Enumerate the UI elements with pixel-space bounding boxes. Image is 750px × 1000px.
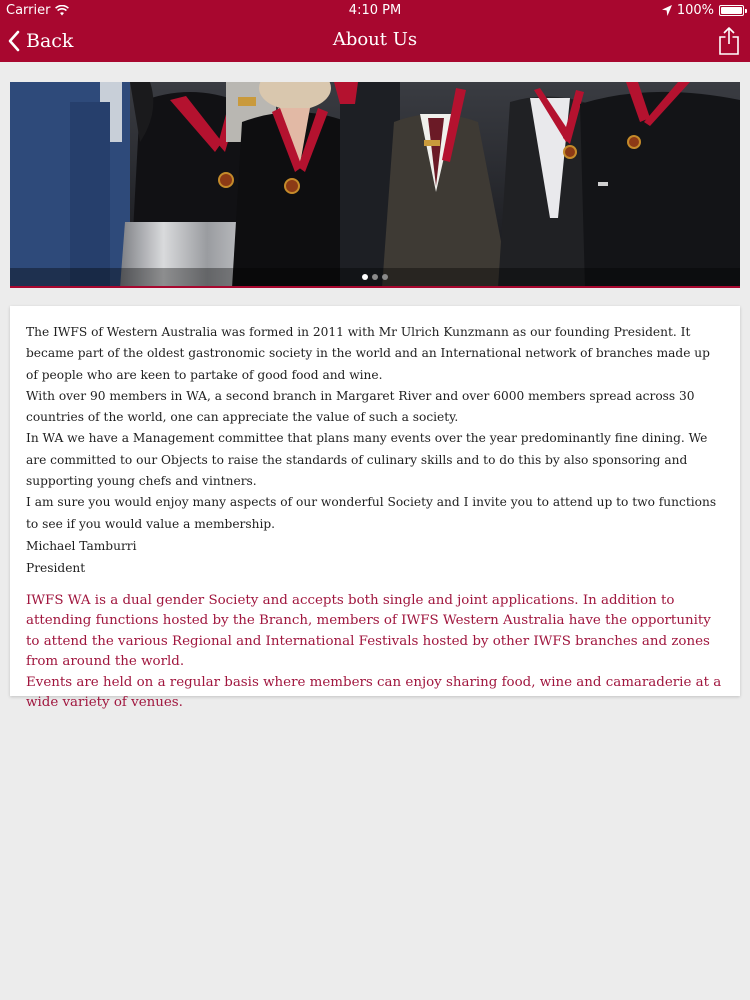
battery-icon — [719, 5, 744, 16]
intro-paragraph-2: With over 90 members in WA, a second branch in Margaret River and over 6000 members spread across 30 countries of the world, one can appreciate the value of such a society. — [26, 388, 695, 425]
highlight-paragraph-1: IWFS WA is a dual gender Society and accepts both single and joint applications. In addition to attending functions hosted by the Branch, members of IWFS Western Australia have the opportunity to attend the various Regional and International Festivals hosted by other IWFS branches and zones from around the world. — [26, 592, 711, 670]
intro-paragraph-3: In WA we have a Management committee that plans many events over the year predominantly fine dining. We are committed to our Objects to raise the standards of culinary skills and to do this by also sponsoring and supporting young chefs and vintners. — [26, 431, 708, 489]
photo-carousel[interactable] — [10, 82, 740, 288]
carrier-label: Carrier — [6, 3, 51, 18]
location-arrow-icon — [662, 5, 672, 16]
share-icon[interactable] — [718, 26, 740, 56]
nav-bar — [0, 20, 750, 62]
page-title: About Us — [332, 29, 418, 50]
signature-name: Michael Tamburri — [26, 538, 137, 553]
about-content-card — [10, 306, 740, 711]
status-time: 4:10 PM — [348, 3, 402, 18]
page-dot-1[interactable] — [362, 274, 368, 280]
back-label: Back — [26, 30, 74, 52]
intro-paragraph-1: The IWFS of Western Australia was formed in 2011 with Mr Ulrich Kunzmann as our founding President. It became part of the oldest gastronomic society in the world and an International network of branches made up of people who are keen to partake of good food and wine. — [26, 325, 710, 382]
app-header — [0, 0, 750, 62]
page-dot-3[interactable] — [382, 274, 388, 280]
highlight-paragraph-2: Events are held on a regular basis where members can enjoy sharing food, wine and camaraderie at a wide variety of venues. — [26, 674, 722, 711]
status-right — [662, 3, 744, 18]
signature-title: President — [26, 560, 86, 575]
status-bar — [0, 0, 750, 20]
carousel-page-dots — [10, 274, 740, 280]
intro-paragraph-4: I am sure you would enjoy many aspects of our wonderful Society and I invite you to attend up to two functions to see if you would value a membership. — [26, 495, 717, 531]
battery-percent: 100% — [676, 3, 714, 18]
page-dot-2[interactable] — [372, 274, 378, 280]
carousel-photo — [10, 82, 740, 288]
